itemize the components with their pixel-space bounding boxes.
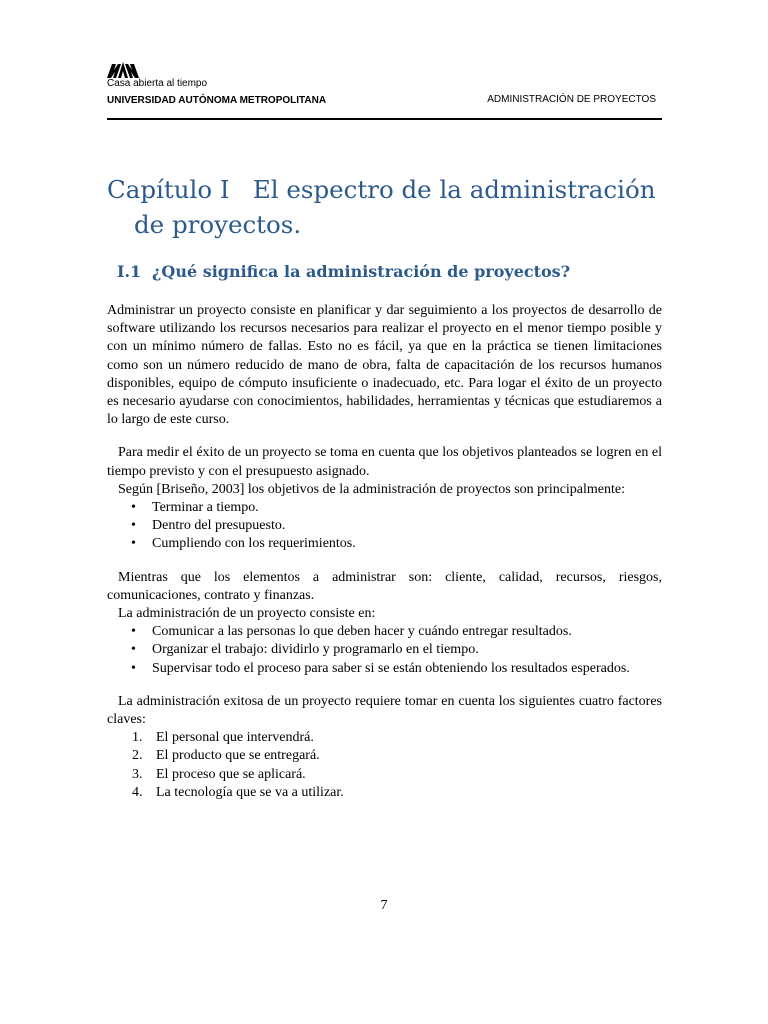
body-text bbox=[107, 302, 662, 802]
paragraph-factors: La administración exitosa de un proyecto requiere tomar en cuenta los siguientes cuatro factores claves: bbox=[107, 693, 662, 728]
objectives-list bbox=[107, 499, 662, 554]
list-item: • Cumpliendo con los requerimientos. bbox=[107, 535, 662, 553]
paragraph-elements: Mientras que los elementos a administrar son: cliente, calidad, recursos, riesgos, comunicaciones, contrato y finanzas. bbox=[107, 569, 662, 603]
page-header bbox=[107, 62, 662, 122]
paragraph-consists: La administración de un proyecto consiste en: bbox=[118, 606, 376, 622]
list-item: • Supervisar todo el proceso para saber si se están obteniendo los resultados esperados. bbox=[107, 660, 662, 678]
bullet-icon: • bbox=[131, 500, 136, 516]
factors-list bbox=[107, 729, 662, 802]
paragraph-intro: Administrar un proyecto consiste en planificar y dar seguimiento a los proyectos de desarrollo de software utilizando los recursos necesarios para realizar el proyecto en el menor tiempo posible y con un mínimo número de fallas. Esto no es fácil, ya que en la práctica se tienen limitaciones como son un número reducido de mano de obra, falta de capacitación de los recursos humanos disponibles, equipo de cómputo insuficiente o inadecuado, etc. Para logar el éxito de un proyecto es necesario ayudarse con conocimientos, habilidades, herramientas y técnicas que estudiaremos a lo largo de este curso. bbox=[107, 303, 662, 428]
header-tagline: Casa abierta al tiempo bbox=[107, 78, 208, 89]
section-title: ¿Qué significa la administración de proyectos? bbox=[152, 262, 571, 281]
chapter-title bbox=[107, 172, 677, 242]
uam-logo-icon bbox=[107, 62, 139, 78]
bullet-icon: • bbox=[131, 660, 136, 676]
list-item: 3. El proceso que se aplicará. bbox=[132, 766, 306, 782]
list-item: 4. La tecnología que se va a utilizar. bbox=[132, 784, 344, 800]
list-item: • Terminar a tiempo. bbox=[107, 499, 662, 517]
bullet-icon: • bbox=[131, 518, 136, 534]
university-name: UNIVERSIDAD AUTÓNOMA METROPOLITANA bbox=[107, 95, 327, 106]
list-item: • Organizar el trabajo: dividirlo y programarlo en el tiempo. bbox=[107, 641, 662, 659]
chapter-title-line1: Capítulo I El espectro de la administración bbox=[107, 175, 656, 204]
chapter-title-line2: de proyectos. bbox=[134, 210, 302, 239]
list-item: 1. El personal que intervendrá. bbox=[132, 730, 314, 746]
section-heading bbox=[117, 262, 570, 281]
header-divider bbox=[107, 118, 662, 120]
bullet-icon: • bbox=[131, 624, 136, 640]
paragraph-success: Para medir el éxito de un proyecto se toma en cuenta que los objetivos planteados se logren en el tiempo previsto y con el presupuesto asignado. bbox=[107, 445, 662, 479]
paragraph-objectives: Según [Briseño, 2003] los objetivos de la administración de proyectos son principalmente: bbox=[118, 481, 626, 497]
list-item: • Comunicar a las personas lo que deben hacer y cuándo entregar resultados. bbox=[107, 623, 662, 641]
list-item: • Dentro del presupuesto. bbox=[107, 517, 662, 535]
tasks-list bbox=[107, 623, 662, 678]
course-title: ADMINISTRACIÓN DE PROYECTOS bbox=[487, 94, 656, 105]
page-number: 7 bbox=[380, 898, 388, 913]
list-item: 2. El producto que se entregará. bbox=[132, 748, 320, 764]
bullet-icon: • bbox=[131, 642, 136, 658]
section-number: I.1 bbox=[117, 262, 142, 281]
bullet-icon: • bbox=[131, 536, 136, 552]
